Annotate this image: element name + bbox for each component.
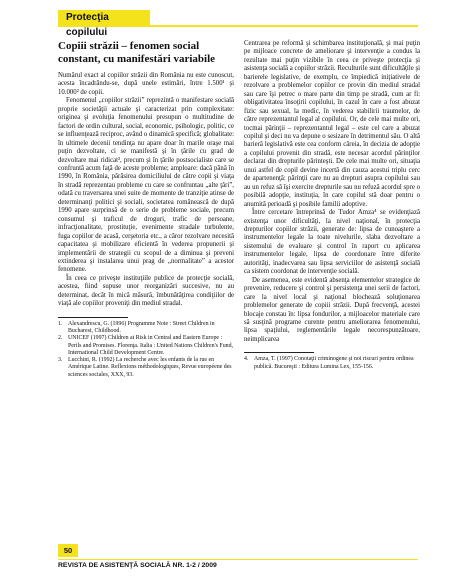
footnotes bbox=[244, 356, 420, 371]
footnote-divider bbox=[58, 317, 128, 318]
footnote: 1. Alexandrescu, G. (1996) Programme Note : Street Children in Bucharest, Childhood. bbox=[58, 320, 215, 334]
right-column bbox=[244, 40, 420, 371]
left-column bbox=[58, 40, 234, 379]
footnotes bbox=[58, 321, 234, 379]
paragraph: De asemenea, este evidentă absenţa elementelor strategice de prevenire, reducere şi control şi persistenţa unei serii de factori, care la nivel local şi naţional blochează soluţionarea problemelor generate de copiii străzii. După frecvenţă, acestei blocaje constau în: lipsa fondurilor, a mijloacelor materiale care să susţină programe curente pentru ameliorarea fenomenului, lipsa spaţiului, reglementările legale necorespunzătoare, neimplicarea bbox=[244, 276, 420, 343]
paragraph: Fenomenul „copiilor străzii” reprezintă o manifestare socială proprie societăţii actuale şi caracterizat prin complexitate: originea şi evoluţia fenomenului presupun o multitudine de factori de ordin cultural, social, economic, psihologic, politic, ce se influenţează reciproc, având o dinamică specifică; globalitate: în ultimele decenii tendinţa nu apare doar în marile oraşe mai puţin dezvoltate, ci se manifestă şi în ţările cu grad de dezvoltare mai ridicat³, precum şi în ţările postsocialiste care se confruntă acum faţă de aceste probleme; amploare: dacă până în 1990, în România, părăsirea domiciliului de către copii şi viaţa în stradă reprezentau probleme cu care se confruntau „alte ţări”, odată cu traversarea unei suite de momente de tranziţie atinse de determinanţi politici şi sociali, societatea românească de după 1990 apare surprinsă de o serie de probleme sociale, precum consumul şi traficul de droguri, trafic de persoane, infracţionalitate, prostituţie, evenimente stradale turbulente, fuga copiilor de acasă, cerşetoria etc., a căror rezolvare necesită capacitatea şi mobilizare eficientă în vederea propunerii şi implementării de strategii cu scopul de a diminua şi preveni extinderea şi instalarea unui prag de „normalitate” a acestor fenomene. bbox=[58, 97, 234, 274]
section-label: Protecţia copilului bbox=[58, 10, 150, 25]
paragraph: Numărul exact al copiilor străzii din România nu este cunoscut, acesta încadrându-se, după unele estimări, între 1.500¹ şi 10.000² de copii. bbox=[58, 72, 234, 96]
footnote: 4. Amza, T. (1997) Conotaţii criminogene şi noi riscuri pentru ordinea publică. Bucureşti : Editura Lumina Lex, 155-156. bbox=[244, 356, 414, 370]
article-title: Copiii străzii – fenomen social constant, cu manifestări variabile bbox=[58, 40, 216, 65]
paragraph: În ceea ce priveşte instituţiile publice de protecţie socială, acestea, fiind supuse unor reorganizări succesive, nu au determinat, decât în mică măsură, îmbunătăţirea condiţiilor de viaţă ale copiilor proveniţi din mediul stradal. bbox=[58, 274, 234, 308]
header-rule bbox=[58, 25, 418, 27]
journal-footer: REVISTA DE ASISTENŢĂ SOCIALĂ NR. 1-2 / 2009 bbox=[58, 559, 418, 569]
footnote-divider bbox=[244, 352, 314, 353]
section-header bbox=[0, 0, 452, 38]
page-number: 50 bbox=[58, 544, 78, 557]
footnote: 3. Lucchini, R. (1992) La recherche avec les enfants de la rue en Amérique Latine. Reflexions méthodologiques, Revue européene des sciences sociales, XXX, 93. bbox=[58, 357, 232, 378]
paragraph: Între cercetare întreprinsă de Tudor Amza⁴ se evidenţiază existenţa unor dificultăţi, la nivel naţional, în protecţia drepturilor copiilor străzii, generate de: lipsa de cunoaştere a instrumentelor legale la toate nivelurile, slaba dezvoltare a sistemului de evaluare şi control în raport cu aplicarea instrumentelor legale, lipsa de coordonare între diferite autorităţi, inadecvarea sau lipsa serviciilor de asistenţă socială ca sistem coordonat de intervenţie socială. bbox=[244, 209, 420, 276]
footnote: 2. UNICEF (1997) Children at Risk in Central and Eastern Europe : Perils and Promises. Florenţa. Italia : United Nations Children's Fund, International Child Development Centre. bbox=[58, 335, 234, 356]
paragraph: Centrarea pe reformă şi schimbarea instituţională, şi mai puţin pe mijloace concrete de ameliorare şi intervenţie a condus la rezultate mai puţin vizibile în ceea ce priveşte protecţia şi asistenţa socială a copiilor străzii. Reculturile sunt dificultăţile şi barierele legislative, de exemplu, ce împiedică iniţiativele de rezolvare a problemelor copiilor ce provin din mediul stradal sau care îşi petrec o mare parte din timp pe stradă, cum ar fi: obligativitatea însoţirii copilului, în cazul în care a fost abuzat fizic sau sexual, la medic, în vederea stabilirii traumelor, de către reprezentantul legal al copilului. Or, de cele mai multe ori, tocmai părinţii – reprezentantul legal – este cel care a abuzat copilul şi deci nu va depune o sesizare în detrimentul său. O altă barieră legislativă este cea conform căreia, în decizia de adopţie a copilului provenit din stradă, este necesar acordul părinţilor declarat din drepturile părinteşti. De cele mai multe ori, situaţia unui astfel de copil devine incertă din cauza acestui triplu cerc de apartenenţă: părinţii care nu au drepturi asupra copilului sau au un refuz să îşi exercite drepturile sau nu refuză acordul spre o posibilă adopţie, instituţia, în care copilul stă doar pentru o anumită perioadă şi posibile familii adoptive. bbox=[244, 40, 420, 208]
